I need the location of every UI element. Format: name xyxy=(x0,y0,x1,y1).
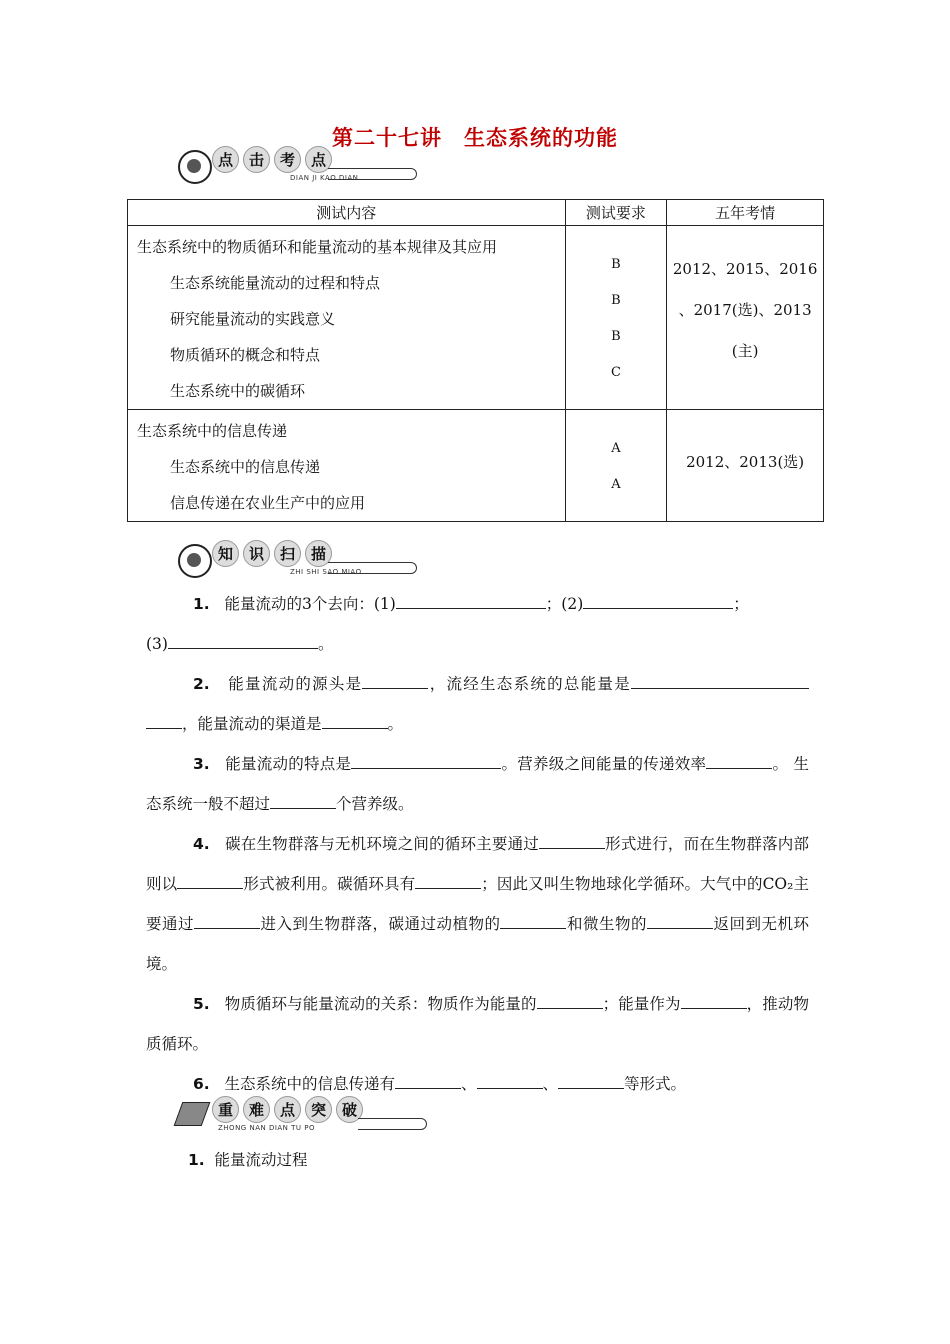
item-text: 、 xyxy=(460,1075,477,1093)
item-text: 能量流动的源头是 xyxy=(228,675,363,693)
item-number: 6. xyxy=(193,1075,210,1093)
item-text: ，推动物质循环。 xyxy=(146,995,809,1053)
fill-blank[interactable] xyxy=(415,874,481,889)
banner-pinyin: ZHI SHI SAO MIAO xyxy=(290,568,362,576)
level-value: B xyxy=(611,293,621,308)
content-cell xyxy=(128,410,566,522)
item-text: (3) xyxy=(146,635,168,653)
banner-char: 破 xyxy=(336,1096,363,1123)
banner-char: 扫 xyxy=(274,540,301,567)
banner-char: 难 xyxy=(243,1096,270,1123)
level-value: C xyxy=(610,365,621,380)
banner-char: 击 xyxy=(243,146,270,173)
fill-blank[interactable] xyxy=(539,834,605,849)
fill-blank[interactable] xyxy=(177,874,243,889)
banner-char: 识 xyxy=(243,540,270,567)
item-text: ，流经生态系统的总能量是 xyxy=(428,675,631,693)
banner-line xyxy=(358,1118,427,1130)
years-cell xyxy=(667,410,824,522)
item-1-cont xyxy=(146,624,809,664)
fill-blank[interactable] xyxy=(500,914,566,929)
years-line: (主) xyxy=(731,342,759,360)
item-text: 进入到生物群落，碳通过动植物的 xyxy=(260,915,501,933)
fill-blank[interactable] xyxy=(322,714,388,729)
fill-blank[interactable] xyxy=(647,914,713,929)
fill-blank[interactable] xyxy=(706,754,772,769)
fill-blank[interactable] xyxy=(395,1074,461,1089)
item-number: 4. xyxy=(193,835,210,853)
banner-pinyin: ZHONG NAN DIAN TU PO xyxy=(218,1124,316,1132)
topic-item: 生态系统中的碳循环 xyxy=(170,382,306,400)
item-text: ；(2) xyxy=(545,595,584,613)
level-cell xyxy=(565,226,667,410)
item-text: 个营养级。 xyxy=(336,795,414,813)
item-text: ；能量作为 xyxy=(602,995,681,1013)
item-3 xyxy=(146,744,809,824)
item-text: 、 xyxy=(542,1075,559,1093)
topic-item: 生态系统能量流动的过程和特点 xyxy=(170,274,381,292)
item-4 xyxy=(146,824,809,984)
banner-cube-icon xyxy=(174,1102,211,1126)
banner-line xyxy=(328,562,417,574)
item-text: 。 xyxy=(317,635,334,653)
fill-blank[interactable] xyxy=(396,594,546,609)
level-value: B xyxy=(611,329,621,344)
table-row xyxy=(128,410,824,522)
header-content: 测试内容 xyxy=(128,200,566,226)
item-text: 形式进行，而在生物群落内部则以 xyxy=(146,835,809,893)
item-number: 2. xyxy=(193,675,210,693)
item-text: 形式被利用。碳循环具有 xyxy=(243,875,416,893)
item-1 xyxy=(146,584,809,624)
item-text: 等形式。 xyxy=(624,1075,687,1093)
fill-blank[interactable] xyxy=(351,754,501,769)
fill-blank[interactable] xyxy=(362,674,428,689)
item-text: 能量流动的3个去向：(1) xyxy=(224,595,396,613)
item-text: ，能量流动的渠道是 xyxy=(182,715,322,733)
item-text: 和微生物的 xyxy=(566,915,647,933)
item-text: 生态系统中的信息传递有 xyxy=(224,1075,395,1093)
item-text: 碳在生物群落与无机环境之间的循环主要通过 xyxy=(225,835,539,853)
fill-blank[interactable] xyxy=(631,674,809,689)
item-text: 返回到无机环境。 xyxy=(146,915,809,973)
section-banner-zhongnan xyxy=(178,1096,438,1136)
level-cell xyxy=(565,410,667,522)
content-cell xyxy=(128,226,566,410)
years-cell xyxy=(667,226,824,410)
banner-circle-icon xyxy=(178,150,212,184)
topic-item: 研究能量流动的实践意义 xyxy=(170,310,336,328)
requirements-table xyxy=(127,199,824,522)
topic-title: 生态系统中的信息传递 xyxy=(137,422,288,440)
item-number: 3. xyxy=(193,755,210,773)
item-text: 能量流动的特点是 xyxy=(225,755,352,773)
fill-blank[interactable] xyxy=(146,714,182,729)
table-header-row xyxy=(128,200,824,226)
section-heading xyxy=(188,1148,308,1170)
fill-blank[interactable] xyxy=(558,1074,624,1089)
topic-item: 物质循环的概念和特点 xyxy=(170,346,321,364)
item-number: 5. xyxy=(193,995,210,1013)
banner-char: 考 xyxy=(274,146,301,173)
banner-char: 点 xyxy=(274,1096,301,1123)
banner-char: 描 xyxy=(305,540,332,567)
item-text: 。营养级之间能量的传递效率 xyxy=(501,755,707,773)
table-row xyxy=(128,226,824,410)
years-line: 2012、2013(选) xyxy=(686,453,805,471)
years-line: 、2017(选)、2013 xyxy=(678,301,812,319)
section-banner-kaodian xyxy=(178,146,438,186)
item-text: 。 xyxy=(772,755,789,773)
knowledge-items xyxy=(146,584,809,1104)
banner-char: 点 xyxy=(212,146,239,173)
banner-pinyin: DIAN JI KAO DIAN xyxy=(290,174,359,182)
banner-char: 点 xyxy=(305,146,332,173)
item-number: 1. xyxy=(193,595,210,613)
fill-blank[interactable] xyxy=(270,794,336,809)
item-text: ；因此又叫生物地球化学循环。大气中的CO₂主要通过 xyxy=(146,875,809,933)
fill-blank[interactable] xyxy=(537,994,603,1009)
item-text: 。 xyxy=(387,715,404,733)
header-requirement: 测试要求 xyxy=(565,200,667,226)
level-value: A xyxy=(611,441,621,456)
fill-blank[interactable] xyxy=(194,914,260,929)
fill-blank[interactable] xyxy=(477,1074,543,1089)
section-number: 1. xyxy=(188,1151,205,1169)
item-text: 物质循环与能量流动的关系：物质作为能量的 xyxy=(224,995,537,1013)
fill-blank[interactable] xyxy=(681,994,747,1009)
header-five-years: 五年考情 xyxy=(667,200,824,226)
topic-item: 信息传递在农业生产中的应用 xyxy=(170,494,366,512)
level-value: A xyxy=(611,477,621,492)
item-5 xyxy=(146,984,809,1064)
item-2 xyxy=(146,664,809,744)
item-text: ； xyxy=(733,595,749,613)
fill-blank[interactable] xyxy=(583,594,733,609)
years-line: 2012、2015、2016 xyxy=(672,260,818,278)
topic-title: 生态系统中的物质循环和能量流动的基本规律及其应用 xyxy=(137,238,498,256)
level-value: B xyxy=(611,257,621,272)
section-banner-zhishi xyxy=(178,540,438,580)
banner-circle-icon xyxy=(178,544,212,578)
banner-char: 知 xyxy=(212,540,239,567)
page-title: 第二十七讲 生态系统的功能 xyxy=(332,126,618,150)
topic-item: 生态系统中的信息传递 xyxy=(170,458,321,476)
banner-line xyxy=(328,168,417,180)
section-label: 能量流动过程 xyxy=(214,1151,308,1169)
banner-char: 突 xyxy=(305,1096,332,1123)
item-text: 生态系统一般不超过 xyxy=(146,755,809,813)
fill-blank[interactable] xyxy=(168,634,318,649)
banner-char: 重 xyxy=(212,1096,239,1123)
